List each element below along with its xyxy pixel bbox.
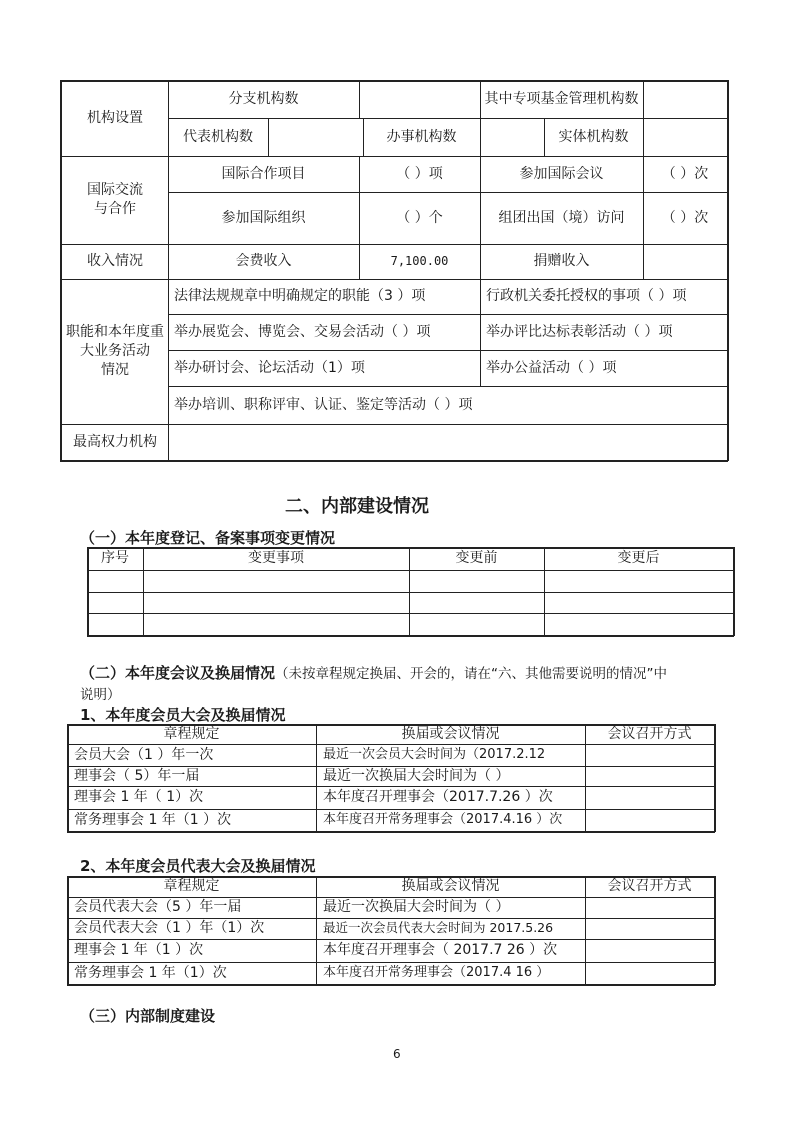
coop-projects-value: （ ）项	[396, 165, 443, 182]
special-fund-label: 其中专项基金管理机构数	[484, 90, 639, 107]
m2-row-rule: 常务理事会 1 年（1）次	[74, 964, 227, 981]
m1-header-method: 会议召开方式	[607, 725, 692, 742]
m1-header-status: 换届或会议情况	[401, 725, 500, 742]
function-item: 举办评比达标表彰活动（ ）项	[486, 323, 673, 340]
conferences-value: （ ）次	[661, 165, 709, 182]
function-item: 举办培训、职称评审、认证、鉴定等活动（ ）项	[174, 396, 473, 413]
fee-income-value: 7,100.00	[390, 254, 449, 269]
entity-label: 实体机构数	[558, 128, 629, 145]
donation-label: 捐赠收入	[533, 253, 590, 270]
fee-income-label: 会费收入	[235, 253, 292, 270]
change-header-after: 变更后	[617, 550, 660, 567]
m1-row-rule: 理事会（ 5）年一届	[74, 767, 200, 784]
m1-row-status: 最近一次换届大会时间为（ ）	[323, 767, 510, 784]
m2-row-method	[586, 939, 714, 962]
m2-row-status: 本年度召开常务理事会（2017.4 16 ）	[323, 965, 550, 981]
function-item: 举办研讨会、论坛活动（1）项	[174, 359, 365, 376]
meetings2-heading: 2、本年度会员代表大会及换届情况	[80, 857, 316, 875]
m2-row-rule: 会员代表大会（1 ）年（1）次	[74, 920, 265, 937]
m1-row-status: 本年度召开常务理事会（2017.4.16 ）次	[323, 812, 563, 828]
m2-row-rule: 理事会 1 年（1 ）次	[74, 942, 204, 959]
intl-label-line2: 与合作	[94, 201, 136, 217]
rep-office-label: 代表机构数	[183, 128, 253, 145]
m2-row-method	[586, 918, 714, 939]
page-number: 6	[393, 1047, 401, 1061]
coop-projects-label: 国际合作项目	[221, 165, 306, 182]
function-item: 举办公益活动（ ）项	[486, 359, 617, 376]
intl-orgs-label: 参加国际组织	[221, 209, 306, 226]
m2-header-rule: 章程规定	[163, 878, 220, 895]
m2-header-status: 换届或会议情况	[401, 878, 500, 895]
intl-orgs-value: （ ）个	[396, 209, 443, 226]
m1-row-status: 本年度召开理事会（2017.7.26 ）次	[323, 789, 553, 806]
m2-row-status: 最近一次会员代表大会时间为 2017.5.26	[323, 920, 554, 936]
m2-row-method	[586, 962, 714, 984]
change-header-index: 序号	[101, 550, 129, 567]
conferences-label: 参加国际会议	[519, 165, 604, 182]
m2-row-status: 本年度召开理事会（ 2017.7 26 ）次	[323, 942, 558, 959]
visits-label: 组团出国（境）访问	[498, 209, 625, 226]
m2-row-status: 最近一次换届大会时间为（ ）	[323, 899, 510, 916]
change-header-item: 变更事项	[248, 550, 304, 567]
function-item: 行政机关委托授权的事项（ ）项	[486, 288, 687, 305]
m2-header-method: 会议召开方式	[607, 878, 692, 895]
m1-row-rule: 会员大会（1 ）年一次	[74, 746, 214, 763]
org-setup-label: 机构设置	[87, 109, 143, 126]
m1-header-rule: 章程规定	[163, 725, 220, 742]
section-title: 二、内部建设情况	[285, 496, 429, 517]
income-label: 收入情况	[87, 253, 143, 270]
function-item: 法律法规规章中明确规定的职能（3 ）项	[174, 288, 426, 305]
branch-count-label: 分支机构数	[228, 90, 299, 107]
functions-label-line2: 大业务活动	[80, 343, 150, 360]
sub2-note-cont: 说明）	[80, 687, 121, 703]
m1-row-rule: 常务理事会 1 年（1 ）次	[74, 811, 232, 828]
sub1-heading: （一）本年度登记、备案事项变更情况	[80, 529, 336, 547]
office-label: 办事机构数	[386, 128, 457, 145]
visits-value: （ ）次	[661, 209, 709, 226]
sub2-title: （二）本年度会议及换届情况	[80, 664, 276, 682]
m2-row-rule: 会员代表大会（5 ）年一届	[74, 899, 242, 916]
functions-label-line1: 职能和本年度重	[66, 324, 164, 341]
sub2-note: （未按章程规定换届、开会的，请在“六、其他需要说明的情况”中	[275, 666, 668, 682]
change-header-before: 变更前	[455, 550, 498, 567]
function-item: 举办展览会、博览会、交易会活动（ ）项	[174, 323, 431, 340]
functions-label-line3: 情况	[101, 361, 129, 378]
sub3-heading: （三）内部制度建设	[80, 1007, 216, 1025]
m1-row-rule: 理事会 1 年（ 1）次	[74, 789, 204, 806]
authority-label: 最高权力机构	[73, 433, 157, 450]
intl-label-line1: 国际交流	[87, 182, 143, 199]
m2-row-method	[586, 897, 714, 918]
m1-row-status: 最近一次会员大会时间为（2017.2.12	[323, 747, 546, 763]
meetings1-heading: 1、本年度会员大会及换届情况	[80, 706, 286, 724]
